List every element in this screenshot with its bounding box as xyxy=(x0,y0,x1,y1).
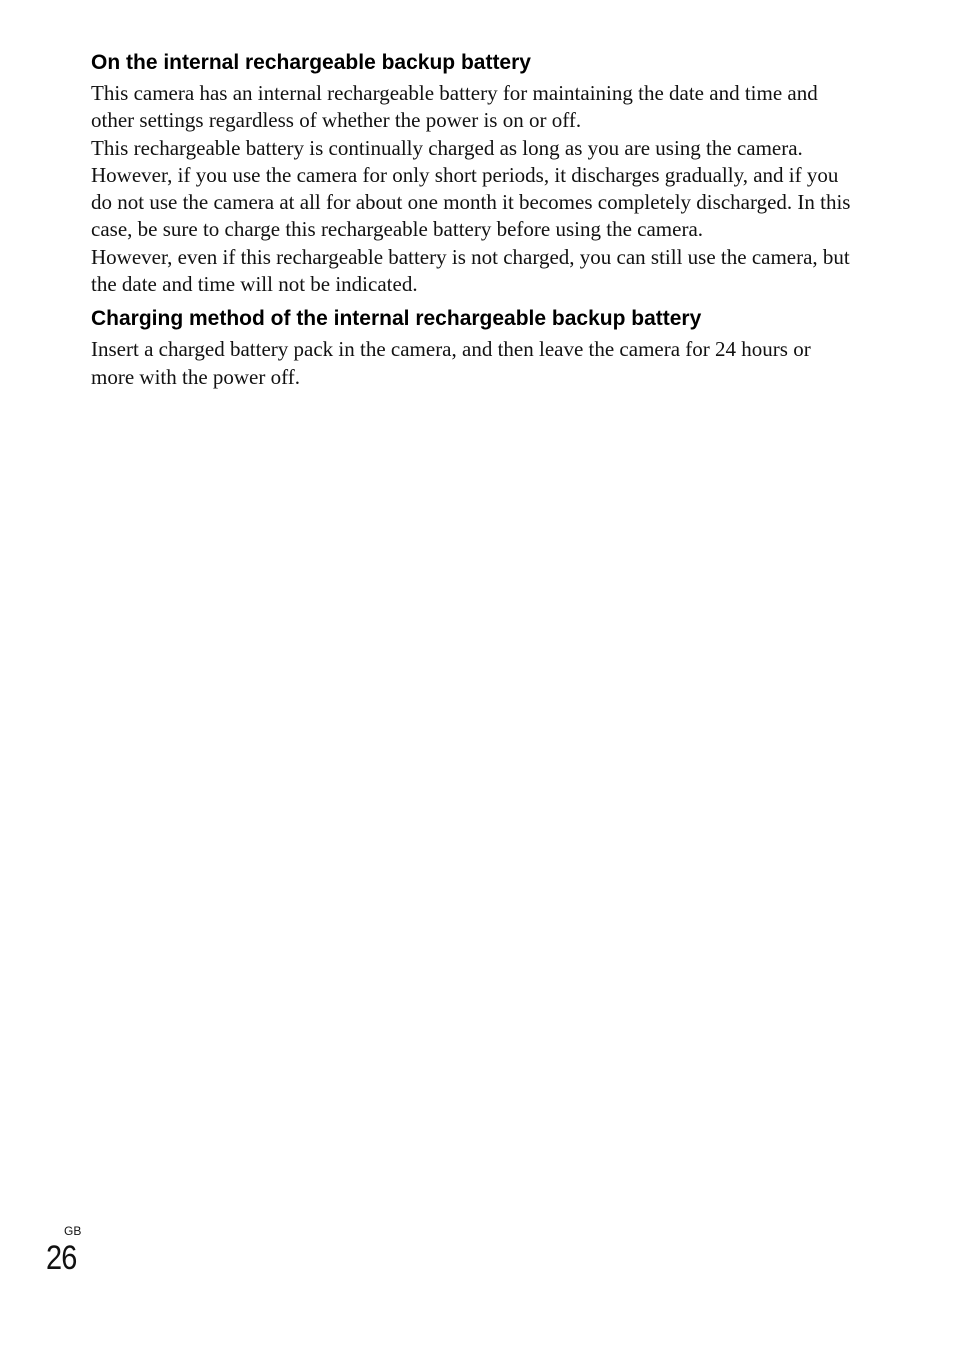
section-heading: On the internal rechargeable backup battery xyxy=(91,51,531,74)
paragraph: However, even if this rechargeable battery is not charged, you can still use the camera, but the date and time will not be indicated. xyxy=(91,244,850,297)
page-number: 26 xyxy=(46,1239,77,1277)
section-backup-battery xyxy=(91,48,851,298)
section-charging-method xyxy=(91,304,851,391)
section-heading: Charging method of the internal rechargeable backup battery xyxy=(91,307,702,331)
paragraph: Insert a charged battery pack in the camera, and then leave the camera for 24 hours or more with the power off. xyxy=(91,337,811,389)
page-content xyxy=(91,48,851,391)
paragraph: This camera has an internal rechargeable battery for maintaining the date and time and other settings regardless of whether the power is on or off. xyxy=(91,81,818,133)
paragraph: This rechargeable battery is continually charged as long as you are using the camera. However, if you use the camera for only short periods, it discharges gradually, and if you do not use the camera at all for about one month it becomes completely discharged. In this case, be sure to charge this rechargeable battery before using the camera. xyxy=(91,135,851,242)
language-code: GB xyxy=(64,1224,82,1238)
